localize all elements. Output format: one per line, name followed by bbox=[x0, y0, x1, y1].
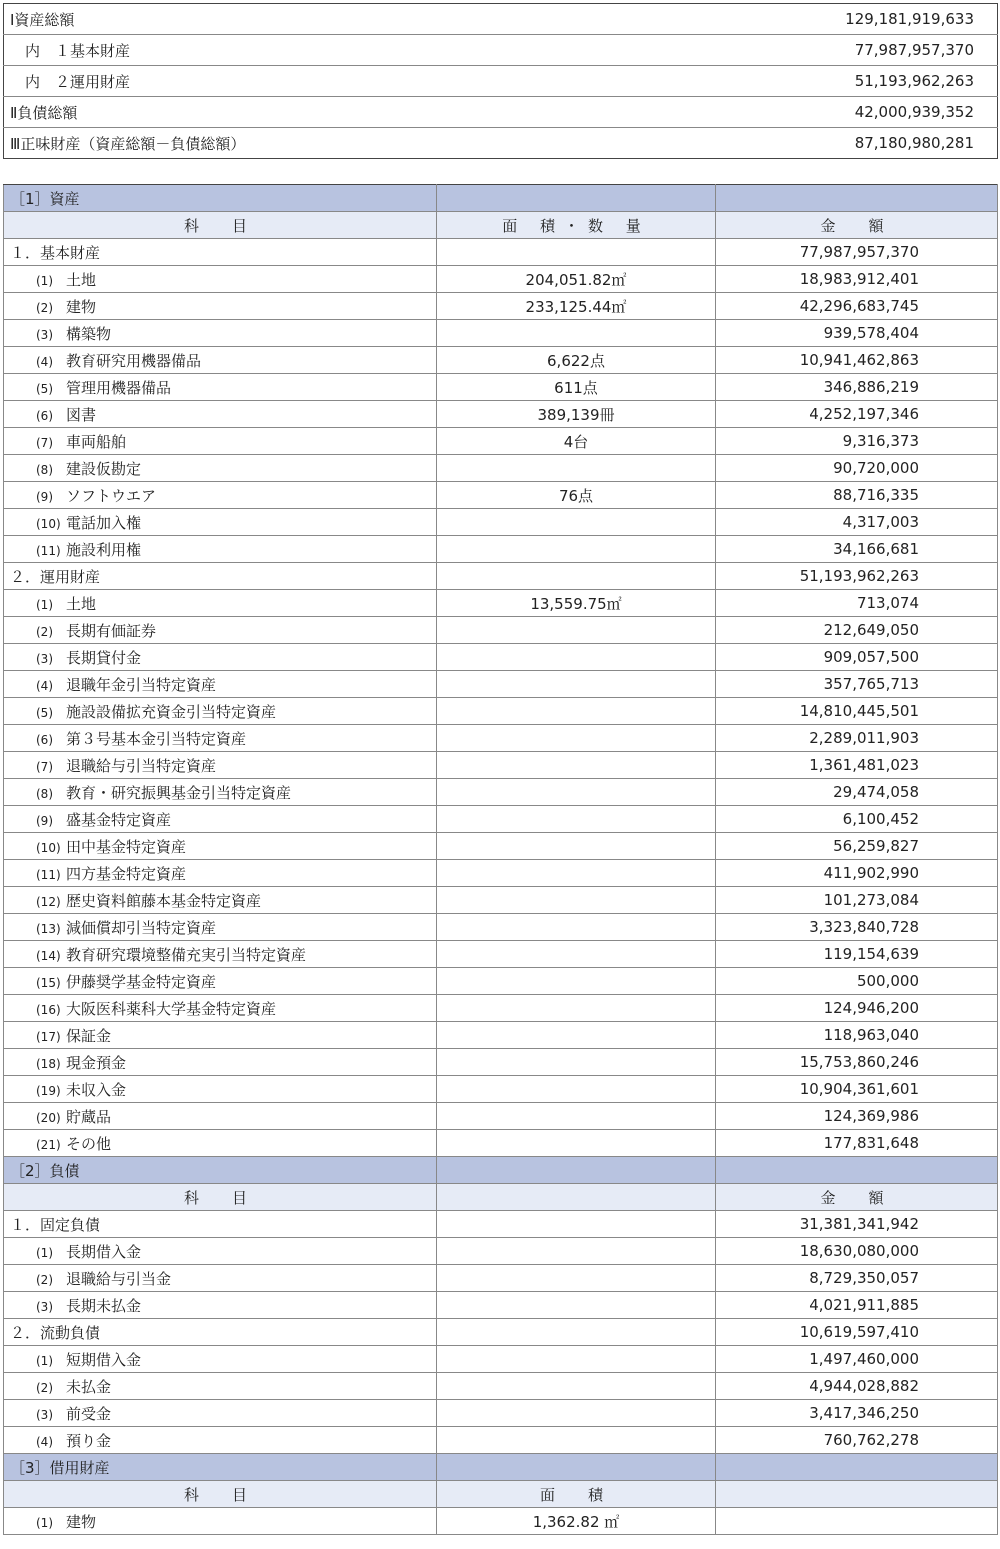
item-quantity bbox=[437, 455, 716, 482]
column-header-row bbox=[4, 1184, 998, 1211]
item-number: (6) bbox=[36, 408, 53, 423]
item-number: (3) bbox=[36, 1407, 53, 1422]
item-amount: 8,729,350,057 bbox=[716, 1265, 998, 1292]
summary-amount: 77,987,957,370 bbox=[704, 35, 998, 66]
item-amount: 4,944,028,882 bbox=[716, 1373, 998, 1400]
item-quantity bbox=[437, 1292, 716, 1319]
item-name: 施設利用権 bbox=[66, 540, 142, 559]
item-cell bbox=[4, 725, 437, 752]
item-number: (4) bbox=[36, 354, 53, 369]
section-blank bbox=[437, 1157, 716, 1184]
item-name: 長期未払金 bbox=[66, 1296, 142, 1315]
item-amount: 177,831,648 bbox=[716, 1130, 998, 1157]
summary-amount: 51,193,962,263 bbox=[704, 66, 998, 97]
summary-row bbox=[4, 97, 998, 128]
item-quantity bbox=[437, 1103, 716, 1130]
item-number: (9) bbox=[36, 489, 53, 504]
item-name: 預り金 bbox=[66, 1431, 112, 1450]
item-cell bbox=[4, 1130, 437, 1157]
item-number: (19) bbox=[36, 1083, 61, 1098]
item-cell bbox=[4, 320, 437, 347]
item-amount: 10,941,462,863 bbox=[716, 347, 998, 374]
item-cell bbox=[4, 806, 437, 833]
item-name: 電話加入権 bbox=[66, 513, 142, 532]
item-amount: 34,166,681 bbox=[716, 536, 998, 563]
column-header-row bbox=[4, 212, 998, 239]
item-amount: 119,154,639 bbox=[716, 941, 998, 968]
item-quantity bbox=[437, 1400, 716, 1427]
group-quantity bbox=[437, 1319, 716, 1346]
item-row bbox=[4, 1022, 998, 1049]
item-amount: 124,369,986 bbox=[716, 1103, 998, 1130]
group-row bbox=[4, 563, 998, 590]
group-name: ２．運用財産 bbox=[4, 563, 437, 590]
item-quantity bbox=[437, 1373, 716, 1400]
item-amount: 18,983,912,401 bbox=[716, 266, 998, 293]
item-name: 短期借入金 bbox=[66, 1350, 142, 1369]
item-cell bbox=[4, 1022, 437, 1049]
item-quantity bbox=[437, 779, 716, 806]
item-cell bbox=[4, 1346, 437, 1373]
item-quantity bbox=[437, 968, 716, 995]
summary-label: 内 １基本財産 bbox=[4, 35, 704, 66]
item-amount: 101,273,084 bbox=[716, 887, 998, 914]
item-number: (11) bbox=[36, 867, 61, 882]
item-row bbox=[4, 1373, 998, 1400]
item-name: 教育研究用機器備品 bbox=[66, 351, 202, 370]
item-row bbox=[4, 320, 998, 347]
item-quantity bbox=[437, 995, 716, 1022]
section-header-row bbox=[4, 185, 998, 212]
item-number: (18) bbox=[36, 1056, 61, 1071]
column-header-quantity bbox=[437, 1184, 716, 1211]
item-quantity bbox=[437, 1022, 716, 1049]
item-amount: 1,361,481,023 bbox=[716, 752, 998, 779]
item-cell bbox=[4, 347, 437, 374]
summary-row bbox=[4, 4, 998, 35]
item-name: 未払金 bbox=[66, 1377, 112, 1396]
item-row bbox=[4, 374, 998, 401]
item-quantity bbox=[437, 509, 716, 536]
item-row bbox=[4, 401, 998, 428]
item-amount: 56,259,827 bbox=[716, 833, 998, 860]
item-name: 長期貸付金 bbox=[66, 648, 142, 667]
item-quantity bbox=[437, 860, 716, 887]
item-amount bbox=[716, 1508, 998, 1535]
item-row bbox=[4, 671, 998, 698]
item-name: その他 bbox=[66, 1134, 112, 1153]
item-quantity bbox=[437, 1346, 716, 1373]
item-row bbox=[4, 347, 998, 374]
item-row bbox=[4, 833, 998, 860]
item-quantity: 233,125.44㎡ bbox=[437, 293, 716, 320]
column-header-item: 科 目 bbox=[4, 1481, 437, 1508]
item-quantity bbox=[437, 833, 716, 860]
item-name: 貯蔵品 bbox=[66, 1107, 112, 1126]
group-name: １．固定負債 bbox=[4, 1211, 437, 1238]
item-amount: 90,720,000 bbox=[716, 455, 998, 482]
item-amount: 42,296,683,745 bbox=[716, 293, 998, 320]
item-quantity: 76点 bbox=[437, 482, 716, 509]
group-total: 31,381,341,942 bbox=[716, 1211, 998, 1238]
item-row bbox=[4, 752, 998, 779]
item-number: (17) bbox=[36, 1029, 61, 1044]
item-name: 第３号基本金引当特定資産 bbox=[66, 729, 247, 748]
item-number: (1) bbox=[36, 1353, 53, 1368]
section-blank bbox=[716, 1157, 998, 1184]
item-number: (7) bbox=[36, 435, 53, 450]
item-name: 現金預金 bbox=[66, 1053, 127, 1072]
item-quantity bbox=[437, 536, 716, 563]
item-number: (3) bbox=[36, 327, 53, 342]
item-number: (5) bbox=[36, 705, 53, 720]
item-cell bbox=[4, 968, 437, 995]
item-row bbox=[4, 644, 998, 671]
item-name: 建物 bbox=[66, 297, 97, 316]
group-name: １．基本財産 bbox=[4, 239, 437, 266]
item-number: (10) bbox=[36, 516, 61, 531]
item-number: (2) bbox=[36, 624, 53, 639]
group-row bbox=[4, 239, 998, 266]
item-cell bbox=[4, 752, 437, 779]
item-number: (1) bbox=[36, 1515, 53, 1530]
group-name: ２．流動負債 bbox=[4, 1319, 437, 1346]
item-quantity bbox=[437, 1049, 716, 1076]
item-name: 減価償却引当特定資産 bbox=[66, 918, 217, 937]
item-row bbox=[4, 293, 998, 320]
item-cell bbox=[4, 1238, 437, 1265]
item-name: 長期借入金 bbox=[66, 1242, 142, 1261]
item-row bbox=[4, 914, 998, 941]
item-number: (21) bbox=[36, 1137, 61, 1152]
item-row bbox=[4, 1076, 998, 1103]
item-quantity bbox=[437, 617, 716, 644]
item-name: 教育・研究振興基金引当特定資産 bbox=[66, 783, 292, 802]
item-amount: 3,417,346,250 bbox=[716, 1400, 998, 1427]
item-number: (3) bbox=[36, 1299, 53, 1314]
item-row bbox=[4, 806, 998, 833]
column-header-amount bbox=[716, 1481, 998, 1508]
item-cell bbox=[4, 1508, 437, 1535]
column-header-quantity: 面 積 bbox=[437, 1481, 716, 1508]
item-number: (2) bbox=[36, 300, 53, 315]
item-amount: 29,474,058 bbox=[716, 779, 998, 806]
summary-label: 内 ２運用財産 bbox=[4, 66, 704, 97]
item-name: 未収入金 bbox=[66, 1080, 127, 1099]
summary-label: Ⅱ負債総額 bbox=[4, 97, 704, 128]
item-amount: 88,716,335 bbox=[716, 482, 998, 509]
item-number: (7) bbox=[36, 759, 53, 774]
item-name: 長期有価証券 bbox=[66, 621, 157, 640]
item-number: (14) bbox=[36, 948, 61, 963]
group-quantity bbox=[437, 1211, 716, 1238]
item-quantity bbox=[437, 1238, 716, 1265]
item-cell bbox=[4, 536, 437, 563]
item-cell bbox=[4, 1427, 437, 1454]
summary-label: Ⅲ正味財産（資産総額－負債総額） bbox=[4, 128, 704, 159]
item-name: 管理用機器備品 bbox=[66, 378, 172, 397]
item-quantity: 4台 bbox=[437, 428, 716, 455]
item-name: 退職年金引当特定資産 bbox=[66, 675, 217, 694]
item-cell bbox=[4, 428, 437, 455]
item-number: (11) bbox=[36, 543, 61, 558]
item-row bbox=[4, 590, 998, 617]
item-name: 退職給与引当金 bbox=[66, 1269, 172, 1288]
item-cell bbox=[4, 401, 437, 428]
summary-table bbox=[3, 3, 998, 159]
item-cell bbox=[4, 644, 437, 671]
column-header-item: 科 目 bbox=[4, 212, 437, 239]
column-header-item: 科 目 bbox=[4, 1184, 437, 1211]
item-amount: 760,762,278 bbox=[716, 1427, 998, 1454]
item-amount: 18,630,080,000 bbox=[716, 1238, 998, 1265]
item-quantity: 389,139冊 bbox=[437, 401, 716, 428]
item-number: (5) bbox=[36, 381, 53, 396]
item-cell bbox=[4, 1076, 437, 1103]
group-total: 10,619,597,410 bbox=[716, 1319, 998, 1346]
item-name: 建物 bbox=[66, 1512, 97, 1531]
item-number: (4) bbox=[36, 678, 53, 693]
item-number: (4) bbox=[36, 1434, 53, 1449]
section-blank bbox=[437, 185, 716, 212]
item-amount: 909,057,500 bbox=[716, 644, 998, 671]
summary-label: Ⅰ資産総額 bbox=[10, 10, 75, 29]
item-number: (6) bbox=[36, 732, 53, 747]
item-quantity: 204,051.82㎡ bbox=[437, 266, 716, 293]
item-amount: 357,765,713 bbox=[716, 671, 998, 698]
item-name: 伊藤奨学基金特定資産 bbox=[66, 972, 217, 991]
item-number: (12) bbox=[36, 894, 61, 909]
item-row bbox=[4, 266, 998, 293]
item-amount: 212,649,050 bbox=[716, 617, 998, 644]
item-amount: 939,578,404 bbox=[716, 320, 998, 347]
item-quantity bbox=[437, 1076, 716, 1103]
item-quantity bbox=[437, 644, 716, 671]
item-quantity bbox=[437, 887, 716, 914]
item-number: (13) bbox=[36, 921, 61, 936]
item-name: 建設仮勘定 bbox=[66, 459, 142, 478]
item-name: 退職給与引当特定資産 bbox=[66, 756, 217, 775]
item-cell bbox=[4, 266, 437, 293]
item-quantity: 13,559.75㎡ bbox=[437, 590, 716, 617]
item-row bbox=[4, 536, 998, 563]
item-number: (3) bbox=[36, 651, 53, 666]
item-row bbox=[4, 995, 998, 1022]
item-row bbox=[4, 968, 998, 995]
section-blank bbox=[437, 1454, 716, 1481]
group-row bbox=[4, 1211, 998, 1238]
item-number: (8) bbox=[36, 462, 53, 477]
section-header-row bbox=[4, 1157, 998, 1184]
group-quantity bbox=[437, 239, 716, 266]
item-row bbox=[4, 779, 998, 806]
item-quantity bbox=[437, 752, 716, 779]
item-name: 施設設備拡充資金引当特定資産 bbox=[66, 702, 277, 721]
item-cell bbox=[4, 1292, 437, 1319]
item-number: (1) bbox=[36, 1245, 53, 1260]
item-cell bbox=[4, 1400, 437, 1427]
item-number: (2) bbox=[36, 1380, 53, 1395]
item-row bbox=[4, 1292, 998, 1319]
item-name: ソフトウエア bbox=[66, 486, 157, 505]
item-quantity bbox=[437, 914, 716, 941]
item-amount: 1,497,460,000 bbox=[716, 1346, 998, 1373]
item-name: 図書 bbox=[66, 405, 97, 424]
column-header-row bbox=[4, 1481, 998, 1508]
summary-row bbox=[4, 35, 998, 66]
item-row bbox=[4, 1238, 998, 1265]
item-number: (8) bbox=[36, 786, 53, 801]
item-row bbox=[4, 860, 998, 887]
item-name: 土地 bbox=[66, 594, 97, 613]
item-name: 構築物 bbox=[66, 324, 112, 343]
item-row bbox=[4, 941, 998, 968]
item-amount: 6,100,452 bbox=[716, 806, 998, 833]
item-row bbox=[4, 698, 998, 725]
item-amount: 713,074 bbox=[716, 590, 998, 617]
item-cell bbox=[4, 1103, 437, 1130]
item-quantity bbox=[437, 1265, 716, 1292]
item-row bbox=[4, 1103, 998, 1130]
group-total: 77,987,957,370 bbox=[716, 239, 998, 266]
group-row bbox=[4, 1319, 998, 1346]
item-row bbox=[4, 1130, 998, 1157]
summary-amount: 87,180,980,281 bbox=[704, 128, 998, 159]
item-amount: 15,753,860,246 bbox=[716, 1049, 998, 1076]
item-cell bbox=[4, 1265, 437, 1292]
item-amount: 346,886,219 bbox=[716, 374, 998, 401]
item-name: 四方基金特定資産 bbox=[66, 864, 187, 883]
item-row bbox=[4, 1049, 998, 1076]
item-amount: 124,946,200 bbox=[716, 995, 998, 1022]
item-amount: 500,000 bbox=[716, 968, 998, 995]
item-quantity: 6,622点 bbox=[437, 347, 716, 374]
item-name: 前受金 bbox=[66, 1404, 112, 1423]
section-header-row bbox=[4, 1454, 998, 1481]
item-quantity bbox=[437, 320, 716, 347]
item-number: (1) bbox=[36, 597, 53, 612]
column-header-quantity: 面 積・数 量 bbox=[437, 212, 716, 239]
item-cell bbox=[4, 1373, 437, 1400]
item-cell bbox=[4, 1049, 437, 1076]
item-amount: 14,810,445,501 bbox=[716, 698, 998, 725]
item-cell bbox=[4, 455, 437, 482]
item-row bbox=[4, 1508, 998, 1535]
item-name: 大阪医科薬科大学基金特定資産 bbox=[66, 999, 277, 1018]
item-name: 教育研究環境整備充実引当特定資産 bbox=[66, 945, 307, 964]
item-cell bbox=[4, 941, 437, 968]
summary-row bbox=[4, 66, 998, 97]
section-blank bbox=[716, 185, 998, 212]
item-row bbox=[4, 509, 998, 536]
summary-amount: 129,181,919,633 bbox=[845, 10, 974, 28]
item-cell bbox=[4, 914, 437, 941]
item-cell bbox=[4, 509, 437, 536]
item-quantity bbox=[437, 806, 716, 833]
item-row bbox=[4, 617, 998, 644]
item-amount: 10,904,361,601 bbox=[716, 1076, 998, 1103]
item-number: (15) bbox=[36, 975, 61, 990]
item-quantity bbox=[437, 698, 716, 725]
item-cell bbox=[4, 374, 437, 401]
item-quantity: 1,362.82 ㎡ bbox=[437, 1508, 716, 1535]
item-number: (16) bbox=[36, 1002, 61, 1017]
item-amount: 4,252,197,346 bbox=[716, 401, 998, 428]
item-row bbox=[4, 1400, 998, 1427]
item-amount: 118,963,040 bbox=[716, 1022, 998, 1049]
summary-amount: 42,000,939,352 bbox=[704, 97, 998, 128]
group-total: 51,193,962,263 bbox=[716, 563, 998, 590]
item-row bbox=[4, 1427, 998, 1454]
column-header-amount: 金 額 bbox=[716, 1184, 998, 1211]
item-cell bbox=[4, 671, 437, 698]
item-amount: 3,323,840,728 bbox=[716, 914, 998, 941]
summary-row bbox=[4, 128, 998, 159]
item-name: 土地 bbox=[66, 270, 97, 289]
item-number: (2) bbox=[36, 1272, 53, 1287]
item-amount: 2,289,011,903 bbox=[716, 725, 998, 752]
item-name: 保証金 bbox=[66, 1026, 112, 1045]
item-cell bbox=[4, 860, 437, 887]
item-number: (10) bbox=[36, 840, 61, 855]
item-number: (20) bbox=[36, 1110, 61, 1125]
item-number: (1) bbox=[36, 273, 53, 288]
item-amount: 4,317,003 bbox=[716, 509, 998, 536]
item-row bbox=[4, 1265, 998, 1292]
item-cell bbox=[4, 482, 437, 509]
item-name: 田中基金特定資産 bbox=[66, 837, 187, 856]
item-cell bbox=[4, 887, 437, 914]
item-name: 盛基金特定資産 bbox=[66, 810, 172, 829]
item-row bbox=[4, 887, 998, 914]
item-amount: 4,021,911,885 bbox=[716, 1292, 998, 1319]
item-row bbox=[4, 428, 998, 455]
item-name: 歴史資料館藤本基金特定資産 bbox=[66, 891, 262, 910]
section-blank bbox=[716, 1454, 998, 1481]
item-row bbox=[4, 482, 998, 509]
item-cell bbox=[4, 590, 437, 617]
detail-table bbox=[3, 184, 998, 1535]
item-cell bbox=[4, 293, 437, 320]
item-amount: 411,902,990 bbox=[716, 860, 998, 887]
item-row bbox=[4, 725, 998, 752]
column-header-amount: 金 額 bbox=[716, 212, 998, 239]
item-cell bbox=[4, 995, 437, 1022]
item-quantity bbox=[437, 671, 716, 698]
item-quantity bbox=[437, 1427, 716, 1454]
item-quantity bbox=[437, 941, 716, 968]
item-number: (9) bbox=[36, 813, 53, 828]
item-cell bbox=[4, 698, 437, 725]
item-cell bbox=[4, 833, 437, 860]
item-row bbox=[4, 455, 998, 482]
item-quantity bbox=[437, 725, 716, 752]
item-amount: 9,316,373 bbox=[716, 428, 998, 455]
section-title: ［1］資産 bbox=[4, 185, 437, 212]
item-cell bbox=[4, 617, 437, 644]
item-quantity bbox=[437, 1130, 716, 1157]
item-cell bbox=[4, 779, 437, 806]
item-row bbox=[4, 1346, 998, 1373]
section-title: ［2］負債 bbox=[4, 1157, 437, 1184]
group-quantity bbox=[437, 563, 716, 590]
item-name: 車両船舶 bbox=[66, 432, 127, 451]
item-quantity: 611点 bbox=[437, 374, 716, 401]
section-title: ［3］借用財産 bbox=[4, 1454, 437, 1481]
